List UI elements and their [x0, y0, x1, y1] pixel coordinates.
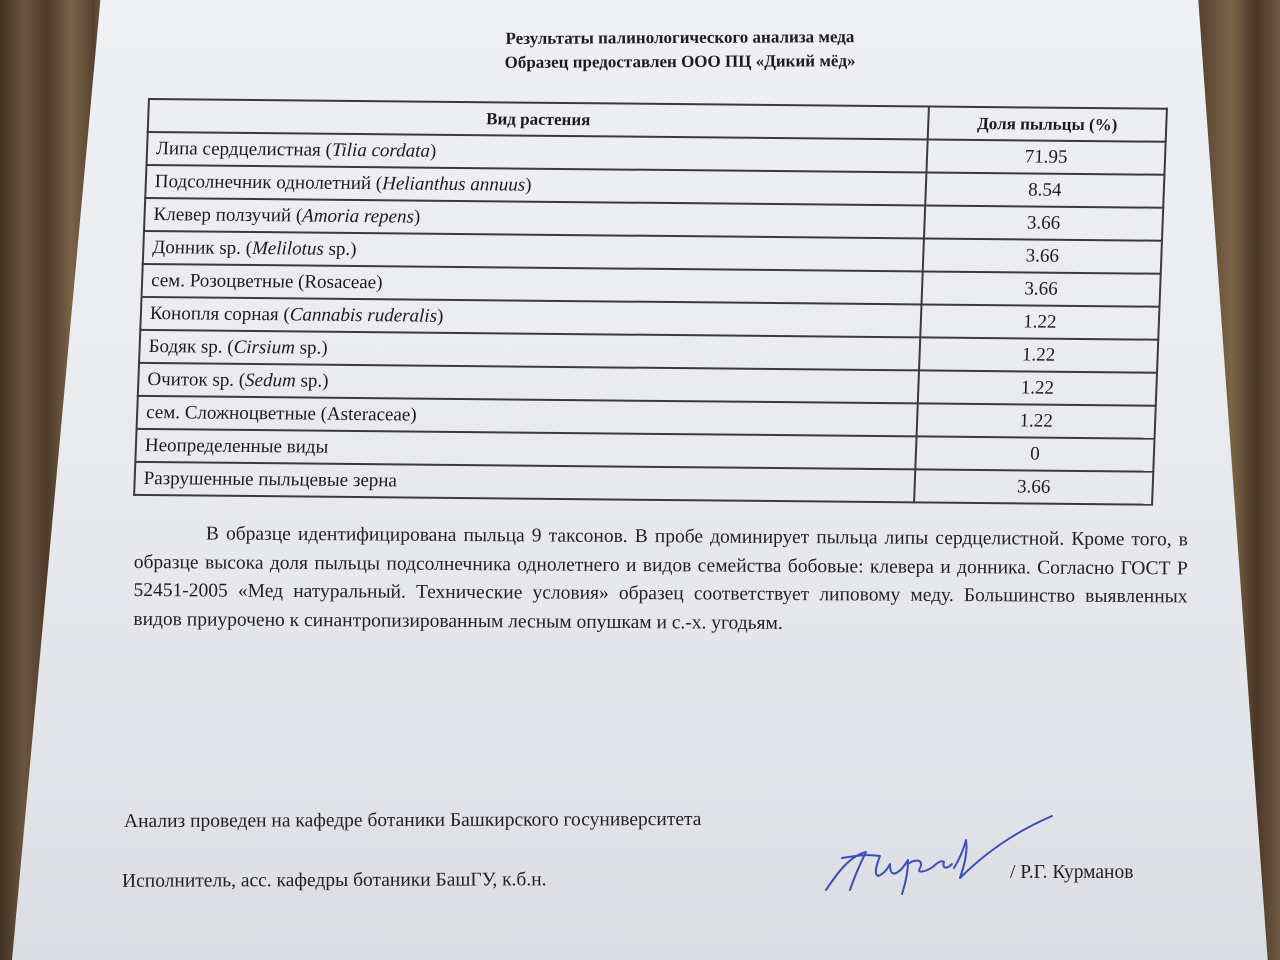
plant-name: сем. Розоцветные (Rosaceae)	[150, 269, 383, 293]
plant-name: Разрушенные пыльцевые зерна	[143, 467, 398, 491]
conclusion-paragraph	[133, 520, 1188, 640]
pollen-table	[133, 98, 1168, 506]
plant-name: Неопределенные виды	[144, 434, 329, 458]
pollen-share-value: 1.22	[917, 403, 1156, 438]
table-body	[134, 132, 1166, 505]
pollen-share-value: 8.54	[925, 172, 1164, 207]
plant-name: Донник sp. (	[152, 236, 253, 259]
plant-name: Липа сердцелистная (	[155, 137, 333, 161]
pollen-share-value: 71.95	[926, 139, 1165, 174]
analysis-note: Анализ проведен на кафедре ботаники Башкирского госуниверситета	[123, 808, 702, 833]
plant-name: Бодяк sp. (	[148, 335, 235, 358]
plant-name-cell	[134, 462, 915, 502]
pollen-share-value: 3.66	[924, 205, 1163, 240]
header-share: Доля пыльцы (%)	[928, 106, 1167, 141]
header-plant: Вид растения	[148, 99, 929, 139]
pollen-share-value: 1.22	[918, 370, 1157, 405]
plant-latin-name: Helianthus annuus	[381, 172, 526, 196]
plant-latin-name: Cirsium	[233, 336, 296, 358]
plant-name-suffix: sp.)	[295, 369, 329, 392]
executor-line: Исполнитель, асс. кафедры ботаники БашГУ, к.б.н.	[121, 869, 547, 892]
title-line-2: Образец предоставлен ООО ПЦ «Дикий мёд»	[504, 51, 856, 72]
plant-name-suffix: sp.)	[323, 238, 357, 260]
pollen-share-value: 3.66	[923, 238, 1162, 273]
plant-latin-name: Cannabis ruderalis	[289, 303, 438, 327]
signer-name: / Р.Г. Курманов	[1010, 862, 1134, 883]
plant-name-suffix: )	[436, 305, 444, 327]
pollen-share-value: 1.22	[919, 337, 1158, 372]
pollen-share-value: 3.66	[914, 469, 1153, 504]
plant-name-suffix: sp.)	[294, 336, 329, 359]
plant-name-suffix: )	[524, 174, 532, 196]
signature	[820, 812, 1060, 902]
plant-name: Очиток sp. (	[147, 368, 246, 391]
pollen-share-value: 0	[915, 436, 1154, 471]
plant-name: Клевер ползучий (	[153, 203, 303, 226]
plant-name-suffix: )	[429, 140, 437, 162]
plant-name-suffix: )	[413, 206, 421, 228]
plant-name: Конопля сорная (	[149, 302, 291, 325]
plant-latin-name: Melilotus	[251, 237, 325, 260]
plant-latin-name: Sedum	[244, 369, 297, 391]
title-line-1: Результаты палинологического анализа меда	[505, 27, 855, 48]
plant-latin-name: Tilia cordata	[331, 139, 431, 162]
plant-latin-name: Amoria repens	[301, 204, 415, 228]
pollen-share-value: 1.22	[920, 304, 1159, 339]
plant-name: сем. Сложноцветные (Asteraceae)	[145, 401, 418, 426]
pollen-share-value: 3.66	[921, 271, 1160, 306]
plant-name: Подсолнечник однолетний (	[154, 170, 383, 194]
conclusion-text: В образце идентифицирована пыльца 9 таксонов. В пробе доминирует пыльца липы сердцелистной. Кроме того, в образце высока доля пыльцы подсолнечника однолетнего и видов семейства бобовые: клевера и донника. Согласно ГОСТ Р 52451-2005 «Мед натуральный. Технические условия» образец соответствует липовому меду. Большинство выявленных видов приурочено к синантропизированным лесным опушкам и с.-х. угодьям.	[133, 523, 1188, 634]
document-title	[330, 24, 1030, 76]
